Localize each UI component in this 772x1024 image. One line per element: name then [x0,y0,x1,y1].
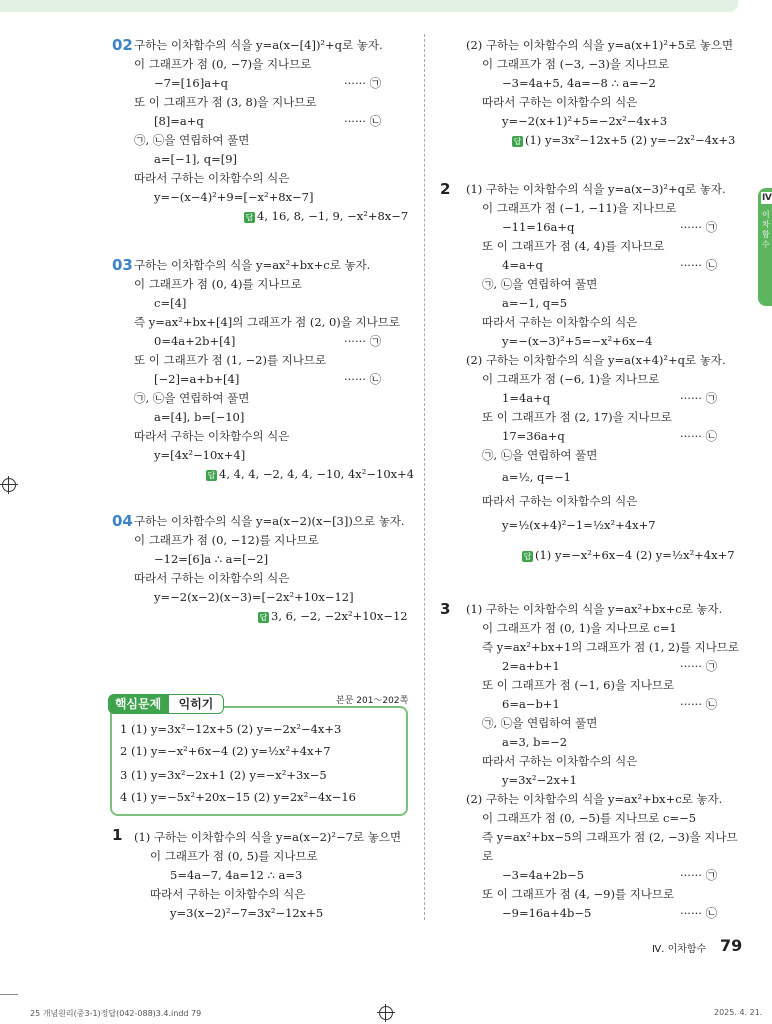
r1-line-4: 따라서 구하는 이차함수의 식은 [482,95,638,109]
p03-line-7: [−2]=a+b+[4] [154,372,240,386]
p02-line-8: 따라서 구하는 이차함수의 식은 [134,171,290,185]
q1-line-4: 따라서 구하는 이차함수의 식은 [150,887,306,901]
q3-line-15: −3=4a+2b−5 [502,868,585,882]
p02-line-5: [8]=a+q [154,114,204,128]
r1-line-2: 이 그래프가 점 (−3, −3)을 지나므로 [482,57,670,71]
column-divider [424,34,425,920]
q3-line-15-tag: ······ ㉠ [680,868,718,882]
p02-line-3-tag: ······ ㉠ [344,76,382,90]
q2-line-16: a=½, q=−1 [502,470,571,484]
answer-icon: 답 [523,551,532,561]
panel-row-1: 1 (1) y=3x²−12x+5 (2) y=−2x²−4x+3 [120,722,342,736]
problem-04-number: 04 [112,512,133,530]
q2-line-12: 1=4a+q [502,391,551,405]
answer-icon: 답 [513,136,522,146]
q3-line-7: ㉠, ㉡을 연립하여 풀면 [482,716,598,730]
q3-line-17: −9=16a+4b−5 [502,906,592,920]
p02-answer [244,209,408,224]
q2-line-3-tag: ······ ㉠ [680,220,718,234]
q2-line-11: 이 그래프가 점 (−6, 1)을 지나므로 [482,372,660,386]
question-1-number: 1 [112,826,123,844]
chapter-footer-label: Ⅳ. 이차함수 [652,944,707,955]
q2-line-7: a=−1, q=5 [502,296,568,310]
p03-line-3: c=[4] [154,296,187,310]
p03-line-5: 0=4a+2b+[4] [154,334,236,348]
q2-line-17: 따라서 구하는 이차함수의 식은 [482,494,638,508]
q2-line-13: 또 이 그래프가 점 (2, 17)을 지나므로 [482,410,672,424]
q2-answer [522,548,735,563]
p03-line-7-tag: ······ ㉡ [344,372,382,386]
print-date: 2025. 4. 21. [714,1008,763,1017]
p04-line-5: y=−2(x−2)(x−3)=[−2x²+10x−12] [154,590,354,604]
question-2-number: 2 [440,180,451,198]
q3-line-6: 6=a−b+1 [502,697,560,711]
q3-line-6-tag: ······ ㉡ [680,697,718,711]
q2-answer-text: (1) y=−x²+6x−4 (2) y=½x²+4x+7 [535,548,735,562]
p03-line-6: 또 이 그래프가 점 (1, −2)를 지나므로 [134,353,327,367]
r1-line-1: (2) 구하는 이차함수의 식을 y=a(x+1)²+5로 놓으면 [466,38,734,52]
q3-line-9: 따라서 구하는 이차함수의 식은 [482,754,638,768]
chapter-side-label: 이차함수 [762,210,770,249]
q3-line-4: 2=a+b+1 [502,659,560,673]
p04-line-4: 따라서 구하는 이차함수의 식은 [134,571,290,585]
chapter-roman-numeral: Ⅳ [762,193,772,203]
q2-line-14-tag: ······ ㉡ [680,429,718,443]
r1-answer [512,133,735,148]
panel-page-ref: 본문 201～202쪽 [336,696,409,706]
answer-icon: 답 [245,212,254,222]
problem-03-number: 03 [112,256,133,274]
p02-line-6: ㉠, ㉡을 연립하여 풀면 [134,133,250,147]
q2-line-1: (1) 구하는 이차함수의 식을 y=a(x−3)²+q로 놓자. [466,182,726,196]
p03-line-4: 즉 y=ax²+bx+[4]의 그래프가 점 (2, 0)을 지나므로 [134,315,400,329]
p04-line-3: −12=[6]a ∴ a=[−2] [154,552,269,566]
q3-line-14: 로 [482,849,494,863]
p02-line-2: 이 그래프가 점 (0, −7)을 지나므로 [134,57,312,71]
q2-line-15: ㉠, ㉡을 연립하여 풀면 [482,448,598,462]
q2-line-6: ㉠, ㉡을 연립하여 풀면 [482,277,598,291]
p04-line-1: 구하는 이차함수의 식을 y=a(x−2)(x−[3])으로 놓자. [134,514,405,528]
p02-line-9: y=−(x−4)²+9=[−x²+8x−7] [154,190,314,204]
p02-line-5-tag: ······ ㉡ [344,114,382,128]
registration-mark-icon [379,1006,393,1020]
q2-line-9: y=−(x−3)²+5=−x²+6x−4 [502,334,653,348]
p03-line-2: 이 그래프가 점 (0, 4)를 지나므로 [134,277,302,291]
q2-line-18: y=½(x+4)²−1=½x²+4x+7 [502,518,656,532]
q1-line-5: y=3(x−2)²−7=3x²−12x+5 [170,906,324,920]
p03-answer [206,467,414,482]
panel-tag-practice: 익히기 [168,694,224,714]
q3-line-10: y=3x²−2x+1 [502,773,577,787]
p02-answer-text: 4, 16, 8, −1, 9, −x²+8x−7 [257,209,409,223]
panel-row-4: 4 (1) y=−5x²+20x−15 (2) y=2x²−4x−16 [120,790,356,804]
q1-line-2: 이 그래프가 점 (0, 5)를 지나므로 [150,849,318,863]
q2-line-5: 4=a+q [502,258,543,272]
page-number: 79 [720,936,743,955]
p03-line-5-tag: ······ ㉠ [344,334,382,348]
q1-line-1: (1) 구하는 이차함수의 식을 y=a(x−2)²−7로 놓으면 [134,830,402,844]
q2-line-5-tag: ······ ㉡ [680,258,718,272]
q3-line-3: 즉 y=ax²+bx+1의 그래프가 점 (1, 2)를 지나므로 [482,640,740,654]
panel-row-3: 3 (1) y=3x²−2x+1 (2) y=−x²+3x−5 [120,768,327,782]
q3-line-16: 또 이 그래프가 점 (4, −9)를 지나므로 [482,887,675,901]
q3-line-4-tag: ······ ㉠ [680,659,718,673]
answer-icon: 답 [207,470,216,480]
q3-line-17-tag: ······ ㉡ [680,906,718,920]
p03-answer-text: 4, 4, 4, −2, 4, 4, −10, 4x²−10x+4 [219,467,415,481]
r1-line-5: y=−2(x+1)²+5=−2x²−4x+3 [502,114,668,128]
registration-mark-icon [2,478,16,492]
chapter-side-tab [758,188,772,306]
q3-line-8: a=3, b=−2 [502,735,568,749]
q2-line-10: (2) 구하는 이차함수의 식을 y=a(x+4)²+q로 놓자. [466,353,726,367]
p02-line-3: −7=[16]a+q [154,76,229,90]
p03-line-10: 따라서 구하는 이차함수의 식은 [134,429,290,443]
q3-line-11: (2) 구하는 이차함수의 식을 y=ax²+bx+c로 놓자. [466,792,723,806]
answer-icon: 답 [259,612,268,622]
q3-line-2: 이 그래프가 점 (0, 1)을 지나므로 c=1 [482,621,677,635]
panel-tag-core: 핵심문제 [108,694,168,714]
p03-line-9: a=[4], b=[−10] [154,410,245,424]
p04-answer [258,609,408,624]
q2-line-2: 이 그래프가 점 (−1, −11)을 지나므로 [482,201,677,215]
footer-rule [0,994,18,995]
p04-answer-text: 3, 6, −2, −2x²+10x−12 [271,609,408,623]
r1-line-3: −3=4a+5, 4a=−8 ∴ a=−2 [502,76,656,90]
q2-line-3: −11=16a+q [502,220,575,234]
p02-line-4: 또 이 그래프가 점 (3, 8)을 지나므로 [134,95,317,109]
p03-line-8: ㉠, ㉡을 연립하여 풀면 [134,391,250,405]
q2-line-4: 또 이 그래프가 점 (4, 4)를 지나므로 [482,239,665,253]
q3-line-5: 또 이 그래프가 점 (−1, 6)을 지나므로 [482,678,675,692]
q1-line-3: 5=4a−7, 4a=12 ∴ a=3 [170,868,303,882]
q2-line-14: 17=36a+q [502,429,565,443]
p02-line-1: 구하는 이차함수의 식을 y=a(x−[4])²+q로 놓자. [134,38,383,52]
q2-line-12-tag: ······ ㉠ [680,391,718,405]
question-3-number: 3 [440,600,451,618]
p03-line-1: 구하는 이차함수의 식을 y=ax²+bx+c로 놓자. [134,258,371,272]
r1-answer-text: (1) y=3x²−12x+5 (2) y=−2x²−4x+3 [525,133,736,147]
q2-line-8: 따라서 구하는 이차함수의 식은 [482,315,638,329]
q3-line-13: 즉 y=ax²+bx−5의 그래프가 점 (2, −3)을 지나므 [482,830,738,844]
p04-line-2: 이 그래프가 점 (0, −12)를 지나므로 [134,533,319,547]
p03-line-11: y=[4x²−10x+4] [154,448,246,462]
print-file-info: 25 개념원리(중3-1)정답(042-088)3.4.indd 79 [30,1009,202,1018]
p02-line-7: a=[−1], q=[9] [154,152,238,166]
problem-02-number: 02 [112,36,133,54]
top-band [0,0,738,12]
q3-line-1: (1) 구하는 이차함수의 식을 y=ax²+bx+c로 놓자. [466,602,723,616]
q3-line-12: 이 그래프가 점 (0, −5)를 지나므로 c=−5 [482,811,697,825]
panel-row-2: 2 (1) y=−x²+6x−4 (2) y=½x²+4x+7 [120,744,331,758]
